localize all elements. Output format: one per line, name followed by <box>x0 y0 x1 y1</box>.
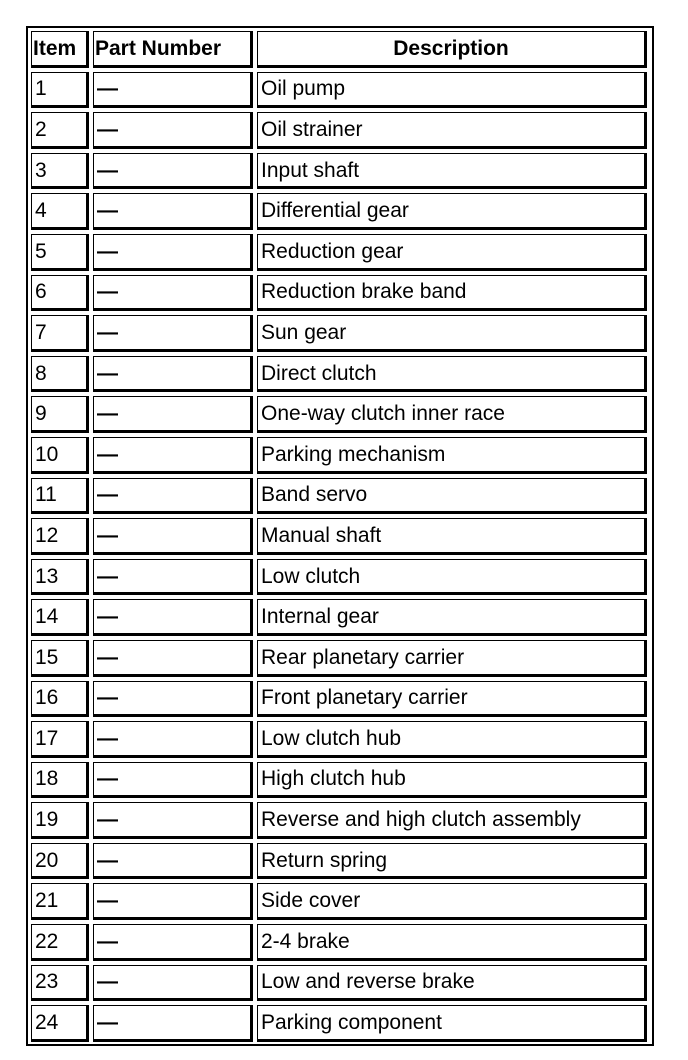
table-row <box>31 843 647 880</box>
table-header-row <box>31 31 647 68</box>
cell-description: Internal gear <box>257 599 647 636</box>
cell-part-number: — <box>93 599 253 636</box>
table-body <box>31 72 647 1042</box>
table-row <box>31 681 647 718</box>
table-row <box>31 478 647 515</box>
cell-description: Manual shaft <box>257 518 647 555</box>
cell-part-number: — <box>93 924 253 961</box>
header-part-number: Part Number <box>93 31 253 68</box>
cell-description: Reduction brake band <box>257 275 647 312</box>
cell-item: 9 <box>31 396 89 433</box>
cell-item: 8 <box>31 356 89 393</box>
cell-description: Oil pump <box>257 72 647 109</box>
cell-item: 1 <box>31 72 89 109</box>
header-description: Description <box>257 31 647 68</box>
table-row <box>31 518 647 555</box>
table-row <box>31 883 647 920</box>
cell-item: 6 <box>31 275 89 312</box>
cell-description: 2-4 brake <box>257 924 647 961</box>
table-row <box>31 640 647 677</box>
cell-part-number: — <box>93 437 253 474</box>
cell-part-number: — <box>93 396 253 433</box>
cell-description: Parking mechanism <box>257 437 647 474</box>
cell-part-number: — <box>93 965 253 1002</box>
table-row <box>31 275 647 312</box>
cell-item: 10 <box>31 437 89 474</box>
cell-item: 5 <box>31 234 89 271</box>
cell-item: 19 <box>31 802 89 839</box>
cell-item: 18 <box>31 762 89 799</box>
cell-part-number: — <box>93 518 253 555</box>
cell-item: 13 <box>31 559 89 596</box>
cell-description: Low clutch <box>257 559 647 596</box>
table-row <box>31 153 647 190</box>
cell-part-number: — <box>93 356 253 393</box>
table-row <box>31 193 647 230</box>
cell-item: 16 <box>31 681 89 718</box>
cell-description: Input shaft <box>257 153 647 190</box>
header-item: Item <box>31 31 89 68</box>
table-row <box>31 72 647 109</box>
parts-table <box>27 27 651 1046</box>
cell-description: Sun gear <box>257 315 647 352</box>
table-row <box>31 234 647 271</box>
cell-description: Low clutch hub <box>257 721 647 758</box>
table-row <box>31 1005 647 1042</box>
cell-item: 12 <box>31 518 89 555</box>
cell-part-number: — <box>93 802 253 839</box>
cell-description: Differential gear <box>257 193 647 230</box>
cell-description: Rear planetary carrier <box>257 640 647 677</box>
cell-description: Front planetary carrier <box>257 681 647 718</box>
parts-table-frame <box>26 26 654 1046</box>
cell-description: Direct clutch <box>257 356 647 393</box>
cell-part-number: — <box>93 681 253 718</box>
cell-item: 24 <box>31 1005 89 1042</box>
cell-part-number: — <box>93 72 253 109</box>
cell-description: Band servo <box>257 478 647 515</box>
cell-item: 4 <box>31 193 89 230</box>
cell-item: 7 <box>31 315 89 352</box>
table-row <box>31 721 647 758</box>
cell-description: Oil strainer <box>257 112 647 149</box>
table-row <box>31 802 647 839</box>
cell-description: Return spring <box>257 843 647 880</box>
cell-part-number: — <box>93 762 253 799</box>
table-row <box>31 762 647 799</box>
cell-item: 14 <box>31 599 89 636</box>
cell-item: 23 <box>31 965 89 1002</box>
cell-description: Parking component <box>257 1005 647 1042</box>
table-row <box>31 559 647 596</box>
table-row <box>31 356 647 393</box>
cell-part-number: — <box>93 234 253 271</box>
table-row <box>31 112 647 149</box>
table-row <box>31 599 647 636</box>
cell-part-number: — <box>93 843 253 880</box>
cell-part-number: — <box>93 153 253 190</box>
table-row <box>31 924 647 961</box>
cell-part-number: — <box>93 315 253 352</box>
cell-item: 2 <box>31 112 89 149</box>
cell-item: 21 <box>31 883 89 920</box>
cell-item: 11 <box>31 478 89 515</box>
cell-item: 22 <box>31 924 89 961</box>
cell-description: Low and reverse brake <box>257 965 647 1002</box>
cell-description: One-way clutch inner race <box>257 396 647 433</box>
cell-part-number: — <box>93 478 253 515</box>
cell-part-number: — <box>93 193 253 230</box>
cell-description: Reduction gear <box>257 234 647 271</box>
cell-item: 3 <box>31 153 89 190</box>
cell-part-number: — <box>93 559 253 596</box>
cell-description: High clutch hub <box>257 762 647 799</box>
table-row <box>31 315 647 352</box>
cell-part-number: — <box>93 721 253 758</box>
cell-description: Side cover <box>257 883 647 920</box>
cell-part-number: — <box>93 640 253 677</box>
table-row <box>31 437 647 474</box>
cell-part-number: — <box>93 275 253 312</box>
cell-item: 15 <box>31 640 89 677</box>
cell-part-number: — <box>93 883 253 920</box>
cell-part-number: — <box>93 1005 253 1042</box>
table-row <box>31 965 647 1002</box>
cell-item: 17 <box>31 721 89 758</box>
cell-description: Reverse and high clutch assembly <box>257 802 647 839</box>
table-row <box>31 396 647 433</box>
cell-part-number: — <box>93 112 253 149</box>
cell-item: 20 <box>31 843 89 880</box>
